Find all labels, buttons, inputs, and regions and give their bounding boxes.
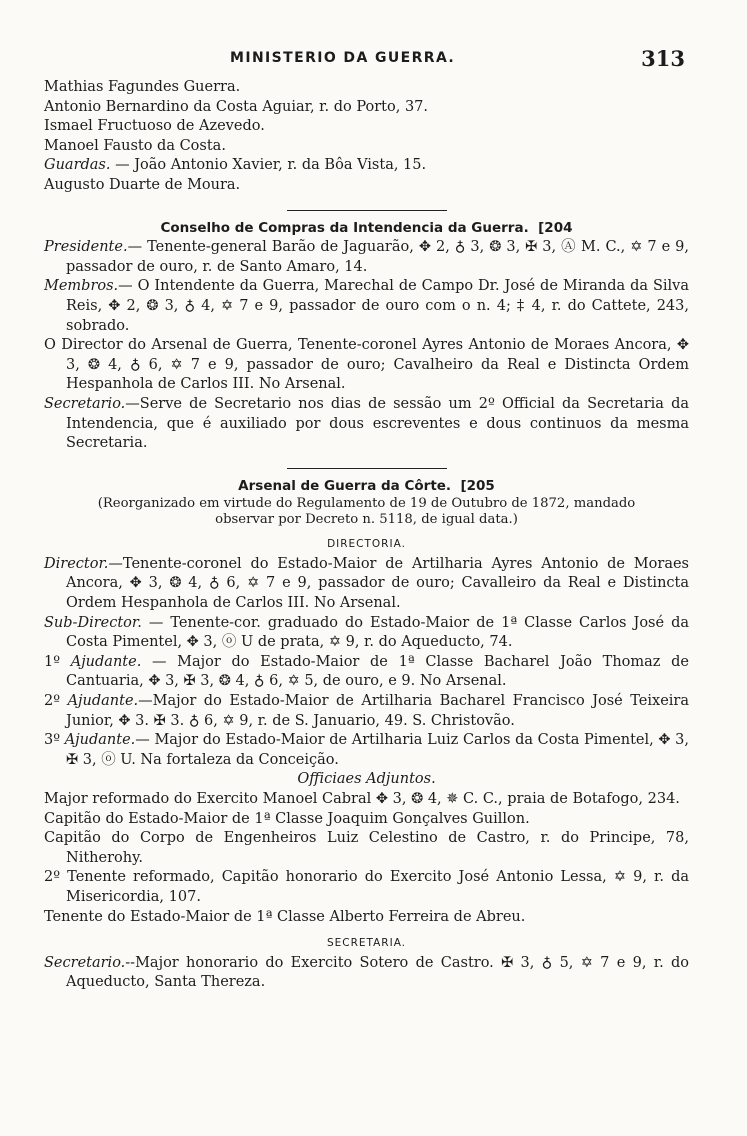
secretaria-heading: SECRETARIA.	[326, 937, 407, 950]
guardas-entry	[44, 156, 689, 176]
arsenal-number: [205	[460, 477, 495, 494]
section-divider	[287, 468, 447, 469]
page-header	[230, 46, 685, 74]
membros-text: — O Intendente da Guerra, Marechal de Campo Dr. José de Miranda da Silva Reis, ✥ 2, ❂ 3, ♁ 4, ✡ 7 e 9, passador de ouro com o n. 4; ‡ 4, r. do Cattete, 243, sobrado.	[66, 278, 689, 334]
member-line: Mathias Fagundes Guerra.	[44, 79, 241, 95]
member-line: Augusto Duarte de Moura.	[44, 176, 241, 193]
ajudante-3-text: — Major do Estado-Maior de Artilharia Luiz Carlos da Costa Pimentel, ✥ 3, ✠ 3, ⓞ U. Na fortaleza da Conceição.	[66, 732, 690, 768]
presidente-entry	[44, 238, 689, 277]
secretaria-text: --Major honorario do Exercito Sotero de Castro. ✠ 3, ♁ 5, ✡ 7 e 9, r. do Aqueducto, Santa Thereza.	[66, 954, 689, 991]
directoria-heading: DIRECTORIA.	[327, 538, 406, 551]
page-number: 313	[641, 46, 685, 71]
conselho-number: [204	[538, 219, 573, 236]
conselho-heading	[44, 219, 689, 239]
membros-label: Membros.	[44, 278, 119, 295]
ajudante-1-entry	[44, 653, 689, 692]
arsenal-title: Arsenal de Guerra da Côrte.	[238, 477, 452, 494]
ajudante-1-number: 1º	[44, 653, 61, 670]
presidente-label: Presidente.	[44, 239, 128, 256]
adjunto-entry: Tenente do Estado-Maior de 1ª Classe Alberto Ferreira de Abreu.	[44, 908, 526, 925]
ajudante-3-entry	[44, 731, 689, 770]
ajudante-3-number: 3º	[44, 732, 61, 749]
adjunto-entry: Major reformado do Exercito Manoel Cabral ✥ 3, ❂ 4, ✵ C. C., praia de Botafogo, 234.	[44, 791, 680, 807]
ajudante-1-label: Ajudante.	[70, 653, 142, 670]
membros-entry	[44, 277, 689, 336]
member-line: Manoel Fausto da Costa.	[44, 137, 226, 154]
secretario-label: Secretario.	[44, 395, 126, 412]
arsenal-note-line1: (Reorganizado em virtude do Regulamento de 19 de Outubro de 1872, mandado	[97, 496, 636, 512]
director-label: Director.	[44, 555, 109, 572]
secretario-text: —Serve de Secretario nos dias de sessão um 2º Official da Secretaria da Intendencia, que é auxiliado por dous escreventes e dous continuos da mesma Secretaria.	[66, 395, 689, 452]
arsenal-heading	[44, 477, 689, 497]
page-body	[44, 78, 689, 993]
ajudante-2-label: Ajudante.	[67, 693, 139, 710]
director-entry	[44, 555, 689, 614]
arsenal-note-line2: observar por Decreto n. 5118, de igual data.)	[215, 512, 518, 528]
member-line: Antonio Bernardino da Costa Aguiar, r. do Porto, 37.	[44, 98, 429, 115]
adjunto-entry: Capitão do Estado-Maior de 1ª Classe Joaquim Gonçalves Guillon.	[44, 810, 530, 827]
secretaria-entry	[44, 954, 689, 993]
secretaria-label: Secretario.	[44, 954, 126, 971]
secretario-entry	[44, 395, 689, 454]
subdirector-entry	[44, 614, 689, 653]
adjuntos-heading: Officiaes Adjuntos.	[297, 771, 436, 788]
ajudante-1-text: — Major do Estado-Maior de 1ª Classe Bacharel João Thomaz de Cantuaria, ✥ 3, ✠ 3, ❂ 4, ♁ 6, ✡ 5, de ouro, e 9. No Arsenal.	[66, 653, 689, 690]
presidente-text: — Tenente-general Barão de Jaguarão, ✥ 2, ♁ 3, ❂ 3, ✠ 3, Ⓐ M. C., ✡ 7 e 9, passador de ouro, r. de Santo Amaro, 14.	[66, 239, 689, 275]
running-title: MINISTERIO DA GUERRA.	[230, 50, 456, 66]
section-divider	[287, 210, 447, 211]
director-arsenal-entry: O Director do Arsenal de Guerra, Tenente-coronel Ayres Antonio de Moraes Ancora, ✥ 3, ❂ 4, ♁ 6, ✡ 7 e 9, passador de ouro; Cavalheiro da Real e Distincta Ordem Hespanhola de Carlos III. No Arsenal.	[44, 337, 689, 393]
member-line: Ismael Fructuoso de Azevedo.	[44, 118, 265, 135]
conselho-title: Conselho de Compras da Intendencia da Guerra.	[160, 219, 529, 236]
ajudante-2-entry	[44, 692, 689, 731]
guardas-text: — João Antonio Xavier, r. da Bôa Vista, 15.	[110, 157, 427, 174]
ajudante-2-number: 2º	[44, 693, 61, 710]
adjunto-entry: 2º Tenente reformado, Capitão honorario do Exercito José Antonio Lessa, ✡ 9, r. da Misericordia, 107.	[44, 869, 689, 905]
guardas-label: Guardas.	[44, 157, 111, 174]
adjunto-entry: Capitão do Corpo de Engenheiros Luiz Celestino de Castro, r. do Principe, 78, Nitherohy.	[44, 830, 689, 866]
subdirector-label: Sub-Director.	[44, 614, 142, 631]
ajudante-2-text: —Major do Estado-Maior de Artilharia Bacharel Francisco José Teixeira Junior, ✥ 3. ✠ 3. ♁ 6, ✡ 9, r. de S. Januario, 49. S. Christovão.	[66, 693, 690, 729]
subdirector-text: — Tenente-cor. graduado do Estado-Maior de 1ª Classe Carlos José da Costa Pimentel, ✥ 3, ⓞ U de prata, ✡ 9, r. do Aqueducto, 74.	[66, 614, 689, 651]
director-text: —Tenente-coronel do Estado-Maior de Artilharia Ayres Antonio de Moraes Ancora, ✥ 3, ❂ 4, ♁ 6, ✡ 7 e 9, passador de ouro; Cavalleiro da Real e Distincta Ordem Hespanhola de Carlos III. No Arsenal.	[66, 555, 689, 612]
ajudante-3-label: Ajudante.	[64, 732, 136, 749]
